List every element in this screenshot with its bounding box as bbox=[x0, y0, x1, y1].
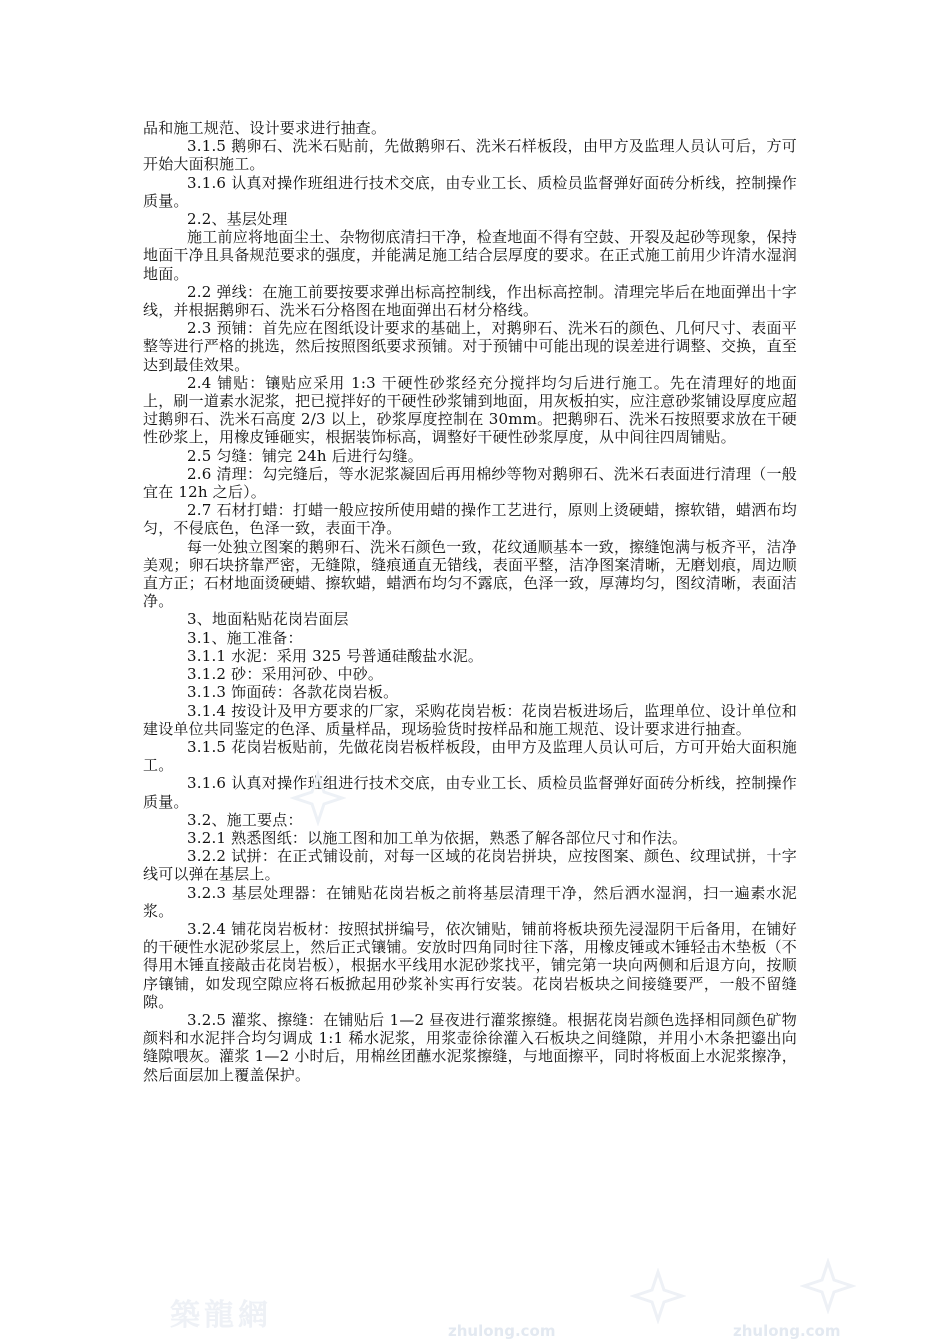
paragraph: 3.2.3 基层处理器：在铺贴花岗岩板之前将基层清理干净，然后洒水湿润，扫一遍素水泥浆。 bbox=[143, 883, 797, 920]
section-heading: 2.2、基层处理 bbox=[187, 210, 288, 229]
paragraph: 施工前应将地面尘土、杂物彻底清扫干净，检查地面不得有空鼓、开裂及起砂等现象，保持地面干净且具备规范要求的强度，并能满足施工结合层厚度的要求。在正式施工前用少许清水湿润地面。 bbox=[143, 228, 797, 283]
paragraph: 3.2.5 灌浆、擦缝：在铺贴后 1—2 昼夜进行灌浆擦缝。根据花岗岩颜色选择相同颜色矿物颜料和水泥拌合均匀调成 1:1 稀水泥浆，用浆壶徐徐灌入石板块之间缝隙，并用小木条把鎏出向缝隙喂灰。灌浆 1—2 小时后，用棉丝团蘸水泥浆擦缝，与地面擦平，同时将板面上水泥浆擦净，然后面层加上覆盖保护。 bbox=[143, 1010, 797, 1084]
paragraph: 3.1.4 按设计及甲方要求的厂家，采购花岗岩板：花岗岩板进场后，监理单位、设计单位和建设单位共同鉴定的色泽、质量样品，现场验货时按样品和施工规范、设计要求进行抽查。 bbox=[143, 701, 797, 738]
paragraph: 3.1.3 饰面砖：各款花岗岩板。 bbox=[187, 683, 399, 702]
section-heading: 3.1、施工准备： bbox=[187, 628, 303, 647]
paragraph: 2.7 石材打蜡：打蜡一般应按所使用蜡的操作工艺进行，原则上烫硬蜡，擦软错，蜡洒布均匀，不侵底色，色泽一致，表面干净。 bbox=[143, 501, 797, 538]
paragraph: 3.1.6 认真对操作班组进行技术交底，由专业工长、质检员监督弹好面砖分析线，控制操作质量。 bbox=[143, 774, 797, 811]
paragraph: 3.1.5 花岗岩板贴前，先做花岗岩板样板段，由甲方及监理人员认可后，方可开始大面积施工。 bbox=[143, 737, 797, 775]
paragraph: 3.1.6 认真对操作班组进行技术交底，由专业工长、质检员监督弹好面砖分析线，控制操作质量。 bbox=[143, 173, 797, 210]
watermark-logo: 築龍網 bbox=[170, 1298, 272, 1333]
paragraph: 2.5 匀缝：铺完 24h 后进行勾缝。 bbox=[187, 446, 423, 465]
paragraph: 3.1.5 鹅卵石、洗米石贴前，先做鹅卵石、洗米石样板段，由甲方及监理人员认可后，方可开始大面积施工。 bbox=[143, 137, 797, 174]
watermark-star-icon bbox=[800, 1258, 856, 1314]
paragraph: 3.2.1 熟悉图纸：以施工图和加工单为依据，熟悉了解各部位尺寸和作法。 bbox=[187, 828, 688, 847]
paragraph: 2.6 清理：勾完缝后，等水泥浆凝固后再用棉纱等物对鹅卵石、洗米石表面进行清理（一般宜在 12h 之后）。 bbox=[143, 464, 797, 502]
paragraph: 3.2.4 铺花岗岩板材：按照拭拼编号，依次铺贴，铺前将板块预先浸湿阴干后备用，在铺好的干硬性水泥砂浆层上，然后正式镶铺。安放时四角同时往下落，用橡皮锤或木锤轻击木垫板（不得用木锤直接敲击花岗岩板），根据水平线用水泥砂浆找平，铺完第一块向两侧和后退方向，按顺序镶铺，如发现空隙应将石板掀起用砂浆补实再行安装。花岗岩板块之间接缝要严，一般不留缝隙。 bbox=[143, 919, 797, 1011]
paragraph: 3.2.2 试拼：在正式铺设前，对每一区域的花岗岩拼块，应按图案、颜色、纹理试拼，十字线可以弹在基层上。 bbox=[143, 847, 797, 884]
section-heading: 3、地面粘贴花岗岩面层 bbox=[187, 610, 349, 629]
paragraph: 3.1.2 砂：采用河砂、中砂。 bbox=[187, 665, 384, 684]
watermark-url: zhulong.com bbox=[733, 1322, 841, 1340]
watermark-url: zhulong.com bbox=[448, 1322, 556, 1340]
paragraph: 2.2 弹线：在施工前要按要求弹出标高控制线，作出标高控制。清理完毕后在地面弹出十字线，并根据鹅卵石、洗米石分格图在地面弹出石材分格线。 bbox=[143, 282, 797, 320]
paragraph: 每一处独立图案的鹅卵石、洗米石颜色一致，花纹通顺基本一致，擦缝饱满与板齐平，洁净美观；卵石块挤靠严密，无缝隙，缝痕通直无错线，表面平整，洁净图案清晰，无磨划痕，周边顺直方正；石材地面烫硬蜡、擦软蜡，蜡洒布均匀不露底，色泽一致，厚薄均匀，图纹清晰，表面洁净。 bbox=[143, 537, 797, 611]
paragraph: 3.1.1 水泥：采用 325 号普通硅酸盐水泥。 bbox=[187, 646, 484, 665]
paragraph: 品和施工规范、设计要求进行抽查。 bbox=[143, 119, 387, 137]
document-body bbox=[143, 119, 797, 1084]
section-heading: 3.2、施工要点： bbox=[187, 810, 303, 829]
watermark-star-icon bbox=[630, 1268, 686, 1324]
paragraph: 2.4 铺贴：镶贴应采用 1:3 干硬性砂浆经充分搅拌均匀后进行施工。先在清理好的地面上，刷一道素水泥浆，把已搅拌好的干硬性砂浆铺到地面，用灰板拍实，应注意砂浆铺设厚度应超过鹅卵石、洗米石高度 2/3 以上，砂浆厚度控制在 30mm。把鹅卵石、洗米石按照要求放在干硬性砂浆上，用橡皮锤砸实，根据装饰标高，调整好干硬性砂浆厚度，从中间往四周铺贴。 bbox=[143, 373, 797, 447]
paragraph: 2.3 预铺：首先应在图纸设计要求的基础上，对鹅卵石、洗米石的颜色、几何尺寸、表面平整等进行严格的挑选，然后按照图纸要求预铺。对于预铺中可能出现的误差进行调整、交换，直至达到最佳效果。 bbox=[143, 319, 797, 374]
